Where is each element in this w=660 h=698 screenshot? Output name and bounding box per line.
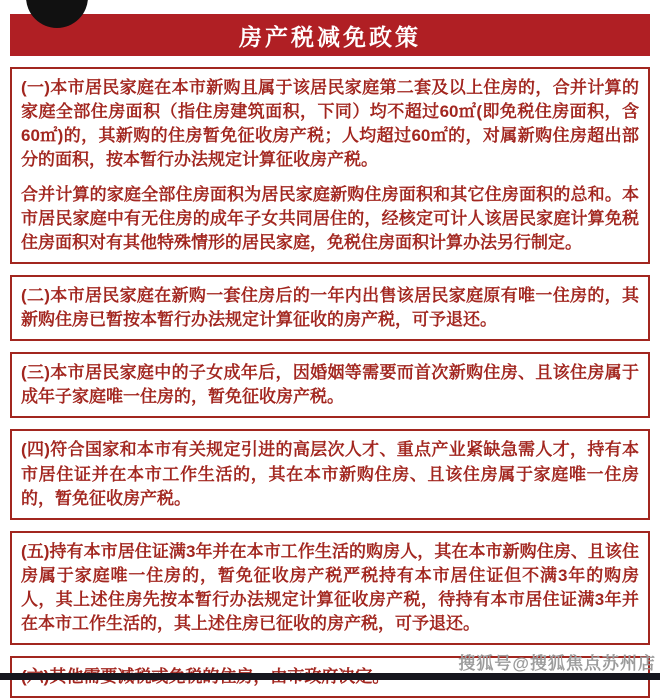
- policy-paragraph: (二)本市居民家庭在新购一套住房后的一年内出售该居民家庭原有唯一住房的，其新购住房已暂按本暂行办法规定计算征收的房产税，可予退还。: [21, 285, 639, 329]
- watermark-text: 搜狐号@搜狐焦点苏州店: [458, 654, 656, 673]
- policy-paragraph: (五)持有本市居住证满3年并在本市工作生活的购房人，其在本市新购住房、且该住房属于家庭唯一住房的，暂免征收房产税严税持有本市居住证但不满3年的购房人，其上述住房先按本暂行办法规定计算征收房产税，待持有本市居住证满3年并在本市工作生活的，其上述住房已征收的房产税，可予退还。: [21, 541, 639, 634]
- policy-paragraph: (三)本市居民家庭中的子女成年后，因婚姻等需要而首次新购住房、且该住房属于成年子家庭唯一住房的，暂免征收房产税。: [21, 363, 639, 407]
- page-title: 房产税减免政策: [239, 23, 421, 50]
- policy-sections: [0, 67, 660, 698]
- policy-section-1: [10, 67, 650, 264]
- title-banner: [10, 14, 650, 56]
- policy-section-3: [10, 352, 650, 418]
- policy-section-5: [10, 531, 650, 646]
- policy-section-2: [10, 275, 650, 341]
- policy-poster: [0, 14, 660, 680]
- policy-paragraph: (四)符合国家和本市有关规定引进的高层次人才、重点产业紧缺急需人才，持有本市居住证并在本市工作生活的，其在本市新购住房、且该住房属于家庭唯一住房的，暂免征收房产税。: [21, 440, 639, 508]
- policy-section-4: [10, 429, 650, 519]
- policy-paragraph: 合并计算的家庭全部住房面积为居民家庭新购住房面积和其它住房面积的总和。本市居民家庭中有无住房的成年子女共同居住的，经核定可计人该居民家庭计算免税住房面积对有其他特殊情形的居民家庭，免税住房面积计算办法另行制定。: [21, 184, 639, 252]
- policy-paragraph: (一)本市居民家庭在本市新购且属于该居民家庭第二套及以上住房的，合并计算的家庭全部住房面积（指住房建筑面积，下同）均不超过60㎡(即免税住房面积，含60㎡)的，其新购的住房暂免征收房产税；人均超过60㎡的，对属新购住房超出部分的面积，按本暂行办法规定计算征收房产税。: [21, 78, 639, 170]
- bottom-bar: [0, 673, 660, 680]
